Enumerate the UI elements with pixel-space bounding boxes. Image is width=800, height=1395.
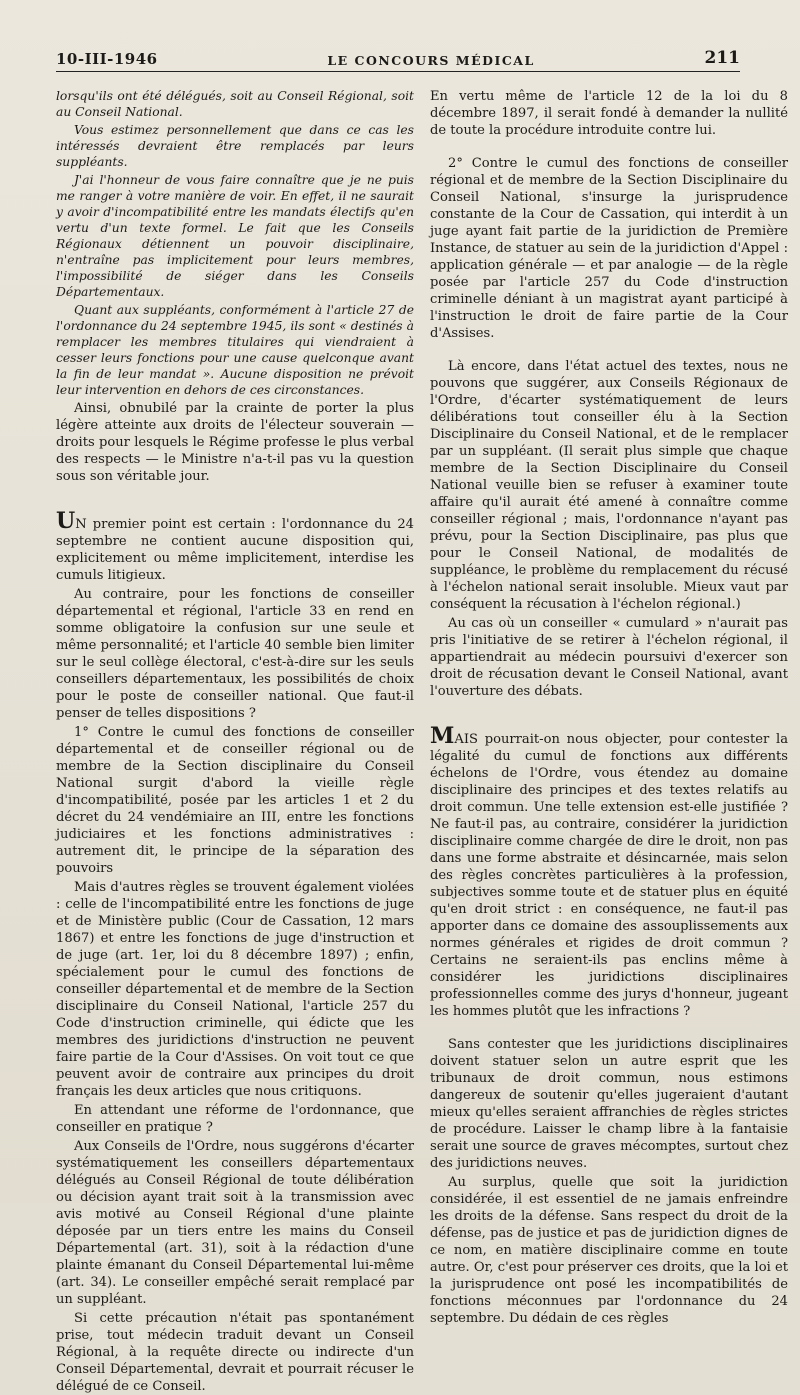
section-opening-paragraph: UN premier point est certain : l'ordonnance du 24 septembre ne contient aucune disposition qui, explicitement ou même implicitement, interdise les cumuls litigieux. xyxy=(56,508,414,583)
quoted-letter-paragraph: J'ai l'honneur de vous faire connaître que je ne puis me ranger à votre manière de voir. En effet, il ne saurait y avoir d'incompatibilité entre les mandats électifs qu'en vertu d'un texte formel. Le fait que les Conseils Régionaux détiennent un pouvoir disciplinaire, n'entraîne pas implicitement pour leurs membres, l'impossibilité de siéger dans les Conseils Départementaux. xyxy=(56,173,414,299)
right-column xyxy=(430,88,788,1326)
paragraph: En attendant une réforme de l'ordonnance, que conseiller en pratique ? xyxy=(56,1103,414,1135)
paragraph: 2° Contre le cumul des fonctions de conseiller régional et de membre de la Section Disciplinaire du Conseil National, s'insurge la jurisprudence constante de la Cour de Cassation, qui interdit à un juge ayant fait partie de la juridiction de Première Instance, de statuer au sein de la juridiction d'Appel : application générale — et par analogie — de la règle posée par l'article 257 du Code d'instruction criminelle déniant à un magistrat ayant participé à l'instruction le droit de faire partie de la Cour d'Assises. xyxy=(430,156,788,341)
paragraph: Aux Conseils de l'Ordre, nous suggérons d'écarter systématiquement les conseillers départementaux délégués au Conseil Régional de toute délibération ou décision ayant trait soit à la transmission avec avis motivé au Conseil Régional d'une plainte déposée par un tiers entre les mains du Conseil Départemental (art. 31), soit à la rédaction d'une plainte émanant du Conseil Départemental lui-même (art. 34). Le conseiller empêché serait remplacé par un suppléant. xyxy=(56,1139,414,1307)
paragraph: Sans contester que les juridictions disciplinaires doivent statuer selon un autre esprit que les tribunaux de droit commun, nous estimons dangereux de soutenir qu'elles jugeraient d'autant mieux qu'elles seraient affranchies de règles strictes de procédure. Laisser le champ libre à la fantaisie serait une source de graves mécomptes, surtout chez des juridictions neuves. xyxy=(430,1037,788,1171)
header-date: 10-III-1946 xyxy=(56,50,158,68)
running-header xyxy=(56,44,740,72)
paragraph: 1° Contre le cumul des fonctions de conseiller départemental et de conseiller régional ou de membre de la Section disciplinaire du Conseil National surgit d'abord la vieille règle d'incompatibilité, posée par les articles 1 et 2 du décret du 24 vendémiaire an III, entre les fonctions judiciaires et les fonctions administratives : autrement dit, le principe de la séparation des pouvoirs xyxy=(56,725,414,876)
quoted-letter-paragraph: Quant aux suppléants, conformément à l'article 27 de l'ordonnance du 24 septembre 1945, ils sont « destinés à remplacer les membres titulaires qui viendraient à cesser leurs fonctions pour une cause quelconque avant la fin de leur mandat ». Aucune disposition ne prévoit leur intervention en dehors de ces circonstances. xyxy=(56,303,414,397)
paragraph: Au cas où un conseiller « cumulard » n'aurait pas pris l'initiative de se retirer à l'échelon régional, il appartiendrait au médecin poursuivi d'exercer son droit de récusation devant le Conseil National, avant l'ouverture des débats. xyxy=(430,616,788,699)
paragraph: Ainsi, obnubilé par la crainte de porter la plus légère atteinte aux droits de l'électeur souverain — droits pour lesquels le Régime professe le plus verbal des respects — le Ministre n'a-t-il pas vu la question sous son véritable jour. xyxy=(56,401,414,484)
journal-title: LE CONCOURS MÉDICAL xyxy=(327,53,535,68)
section-opening-paragraph: MAIS pourrait-on nous objecter, pour contester la légalité du cumul de fonctions aux différents échelons de l'Ordre, vous étendez au domaine disciplinaire des principes et des textes relatifs au droit commun. Une telle extension est-elle justifiée ? Ne faut-il pas, au contraire, considérer la juridiction disciplinaire comme chargée de dire le droit, non pas dans une forme abstraite et désincarnée, mais selon des règles concrètes particulières à la profession, subjectives somme toute et de statuer plus en équité qu'en droit strict : en conséquence, ne faut-il pas apporter dans ce domaine des assouplissements aux normes générales et rigides de droit commun ? Certains ne seraient-ils pas enclins même à considérer les juridictions disciplinaires professionnelles comme des jurys d'honneur, jugeant les hommes plutôt que les infractions ? xyxy=(430,723,788,1019)
quoted-letter-paragraph: lorsqu'ils ont été délégués, soit au Conseil Régional, soit au Conseil National. xyxy=(56,89,414,119)
paragraph: Au surplus, quelle que soit la juridiction considérée, il est essentiel de ne jamais enfreindre les droits de la défense. Sans respect du droit de la défense, pas de justice et pas de juridiction dignes de ce nom, en matière disciplinaire comme en toute autre. Or, c'est pour préserver ces droits, que la loi et la jurisprudence ont posé les incompatibilités de fonctions méconnues par l'ordonnance du 24 septembre. Du dédain de ces règles xyxy=(430,1175,788,1326)
paragraph: En vertu même de l'article 12 de la loi du 8 décembre 1897, il serait fondé à demander la nullité de toute la procédure introduite contre lui. xyxy=(430,89,788,138)
quoted-letter-paragraph: Vous estimez personnellement que dans ce cas les intéressés devraient être remplacés par leurs suppléants. xyxy=(56,123,414,169)
paragraph: Au contraire, pour les fonctions de conseiller départemental et régional, l'article 33 en rend en somme obligatoire la confusion sur une seule et même personnalité; et l'article 40 semble bien limiter sur le seul collège électoral, c'est-à-dire sur les seuls conseillers départementaux, les possibilités de choix pour le poste de conseiller national. Que faut-il penser de telles dispositions ? xyxy=(56,587,414,721)
paragraph: Mais d'autres règles se trouvent également violées : celle de l'incompatibilité entre les fonctions de juge et de Ministère public (Cour de Cassation, 12 mars 1867) et entre les fonctions de juge d'instruction et de juge (art. 1er, loi du 8 décembre 1897) ; enfin, spécialement pour le cumul des fonctions de conseiller départemental et de membre de la Section disciplinaire du Conseil National, l'article 257 du Code d'instruction criminelle, qui édicte que les membres des juridictions d'instruction ne peuvent faire partie de la Cour d'Assises. On voit tout ce que peuvent avoir de contraire aux principes du droit français les deux articles que nous critiquons. xyxy=(56,880,414,1099)
paragraph: Si cette précaution n'était pas spontanément prise, tout médecin traduit devant un Conseil Régional, à la requête directe ou indirecte d'un Conseil Départemental, devrait et pourrait récuser le délégué de ce Conseil. xyxy=(56,1311,414,1394)
page-number: 211 xyxy=(704,48,740,68)
left-column xyxy=(56,88,414,1394)
article-body xyxy=(56,88,788,1394)
paragraph: Là encore, dans l'état actuel des textes, nous ne pouvons que suggérer, aux Conseils Régionaux de l'Ordre, d'écarter systématiquement de leurs délibérations tout conseiller élu à la Section Disciplinaire du Conseil National, et de le remplacer par un suppléant. (Il serait plus simple que chaque membre de la Section Disciplinaire du Conseil National veuille bien se refuser à examiner toute affaire qu'il aurait été amené à connaître comme conseiller régional ; mais, l'ordonnance n'ayant pas prévu, pour la Section Disciplinaire, pas plus que pour le Conseil National, de modalités de suppléance, le problème du remplacement du récusé à l'échelon national serait insoluble. Mieux vaut par conséquent la récusation à l'échelon régional.) xyxy=(430,359,788,612)
